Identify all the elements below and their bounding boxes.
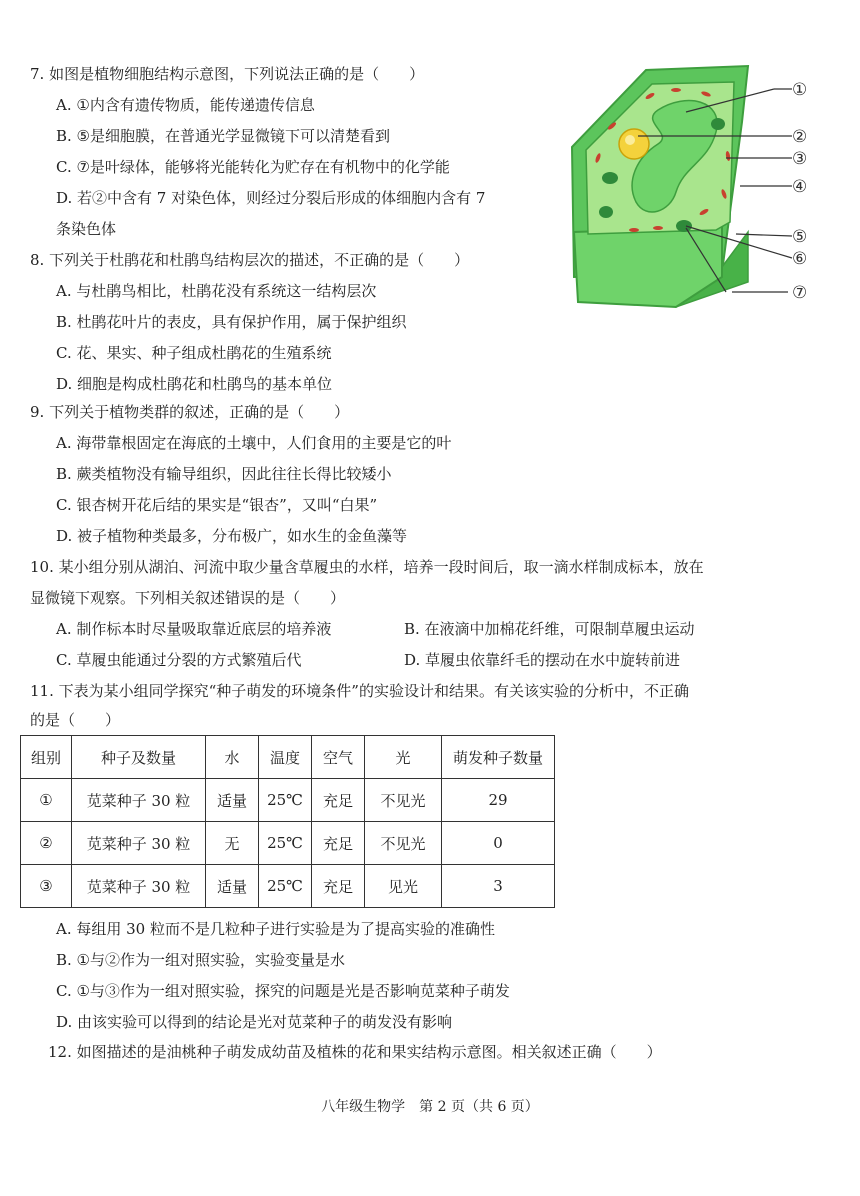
- q9-option-c: C. 银杏树开花后结的果实是“银杏”，又叫“白果”: [56, 496, 378, 514]
- plant-cell-diagram: [566, 62, 856, 312]
- table-cell: 苋菜种子 30 粒: [72, 822, 206, 865]
- table-cell: 不见光: [365, 822, 442, 865]
- table-cell: 25℃: [259, 822, 312, 865]
- table-cell: 3: [442, 865, 555, 908]
- q7-option-d-cont: 条染色体: [56, 220, 117, 238]
- table-cell: 苋菜种子 30 粒: [72, 779, 206, 822]
- table-cell: 25℃: [259, 779, 312, 822]
- cell-label-1: ①: [792, 80, 808, 100]
- q8-option-d: D. 细胞是构成杜鹃花和杜鹃鸟的基本单位: [56, 375, 333, 393]
- q8-stem: 8. 下列关于杜鹃花和杜鹃鸟结构层次的描述，不正确的是（ ）: [30, 251, 470, 269]
- table-header-row: [21, 736, 555, 779]
- q8-option-b: B. 杜鹃花叶片的表皮，具有保护作用，属于保护组织: [56, 313, 407, 331]
- cell-label-4: ④: [792, 177, 808, 197]
- q10-option-c: C. 草履虫能通过分裂的方式繁殖后代: [56, 651, 302, 669]
- q9-option-a: A. 海带靠根固定在海底的土壤中，人们食用的主要是它的叶: [56, 434, 452, 452]
- q10-stem: 10. 某小组分别从湖泊、河流中取少量含草履虫的水样，培养一段时间后，取一滴水样制成标本，放在: [30, 558, 704, 576]
- table-row: [21, 822, 555, 865]
- table-header-cell: 空气: [312, 736, 365, 779]
- q8-option-a: A. 与杜鹃鸟相比，杜鹃花没有系统这一结构层次: [56, 282, 377, 300]
- q11-option-c: C. ①与③作为一组对照实验，探究的问题是光是否影响苋菜种子萌发: [56, 982, 510, 1000]
- cell-label-6: ⑥: [792, 249, 808, 269]
- table-cell: 充足: [312, 779, 365, 822]
- table-cell: ②: [21, 822, 72, 865]
- q11-option-b: B. ①与②作为一组对照实验，实验变量是水: [56, 951, 346, 969]
- table-cell: 0: [442, 822, 555, 865]
- table-header-cell: 水: [206, 736, 259, 779]
- table-row: [21, 865, 555, 908]
- q8-option-c: C. 花、果实、种子组成杜鹃花的生殖系统: [56, 344, 332, 362]
- cell-label-5: ⑤: [792, 227, 808, 247]
- table-row: [21, 779, 555, 822]
- table-cell: 适量: [206, 779, 259, 822]
- experiment-table: [20, 735, 555, 908]
- q10-stem-cont: 显微镜下观察。下列相关叙述错误的是（ ）: [30, 589, 346, 607]
- table-header-cell: 种子及数量: [72, 736, 206, 779]
- table-cell: 不见光: [365, 779, 442, 822]
- cell-label-7: ⑦: [792, 283, 808, 303]
- q7-option-b: B. ⑤是细胞膜，在普通光学显微镜下可以清楚看到: [56, 127, 391, 145]
- page-footer: 八年级生物学 第 2 页（共 6 页）: [321, 1099, 539, 1115]
- table-header-cell: 温度: [259, 736, 312, 779]
- table-cell: 29: [442, 779, 555, 822]
- table-cell: 充足: [312, 822, 365, 865]
- q12-stem: 12. 如图描述的是油桃种子萌发成幼苗及植株的花和果实结构示意图。相关叙述正确（ ）: [48, 1043, 662, 1061]
- table-header-cell: 光: [365, 736, 442, 779]
- q9-option-d: D. 被子植物种类最多，分布极广，如水生的金鱼藻等: [56, 527, 408, 545]
- table-header-cell: 组别: [21, 736, 72, 779]
- q7-option-a: A. ①内含有遗传物质，能传递遗传信息: [56, 96, 315, 114]
- table-cell: ③: [21, 865, 72, 908]
- table-cell: 无: [206, 822, 259, 865]
- q10-option-a: A. 制作标本时尽量吸取靠近底层的培养液: [56, 620, 332, 638]
- q7-option-c: C. ⑦是叶绿体，能够将光能转化为贮存在有机物中的化学能: [56, 158, 450, 176]
- q10-option-b: B. 在液滴中加棉花纤维，可限制草履虫运动: [404, 620, 695, 638]
- q11-option-a: A. 每组用 30 粒而不是几粒种子进行实验是为了提高实验的准确性: [56, 920, 495, 938]
- cell-label-2: ②: [792, 127, 808, 147]
- table-cell: ①: [21, 779, 72, 822]
- q11-stem-cont: 的是（ ）: [30, 711, 121, 729]
- q9-stem: 9. 下列关于植物类群的叙述，正确的是（ ）: [30, 403, 350, 421]
- table-cell: 25℃: [259, 865, 312, 908]
- q7-option-d: D. 若②中含有 7 对染色体，则经过分裂后形成的体细胞内含有 7: [56, 189, 486, 207]
- q9-option-b: B. 蕨类植物没有输导组织，因此往往长得比较矮小: [56, 465, 392, 483]
- q7-stem: 7. 如图是植物细胞结构示意图，下列说法正确的是（ ）: [30, 65, 425, 83]
- table-cell: 苋菜种子 30 粒: [72, 865, 206, 908]
- q11-option-d: D. 由该实验可以得到的结论是光对苋菜种子的萌发没有影响: [56, 1013, 453, 1031]
- q11-stem: 11. 下表为某小组同学探究“种子萌发的环境条件”的实验设计和结果。有关该实验的分析中，不正确: [30, 682, 689, 700]
- cell-label-3: ③: [792, 149, 808, 169]
- q10-option-d: D. 草履虫依靠纤毛的摆动在水中旋转前进: [404, 651, 681, 669]
- table-cell: 充足: [312, 865, 365, 908]
- table-cell: 见光: [365, 865, 442, 908]
- table-header-cell: 萌发种子数量: [442, 736, 555, 779]
- table-cell: 适量: [206, 865, 259, 908]
